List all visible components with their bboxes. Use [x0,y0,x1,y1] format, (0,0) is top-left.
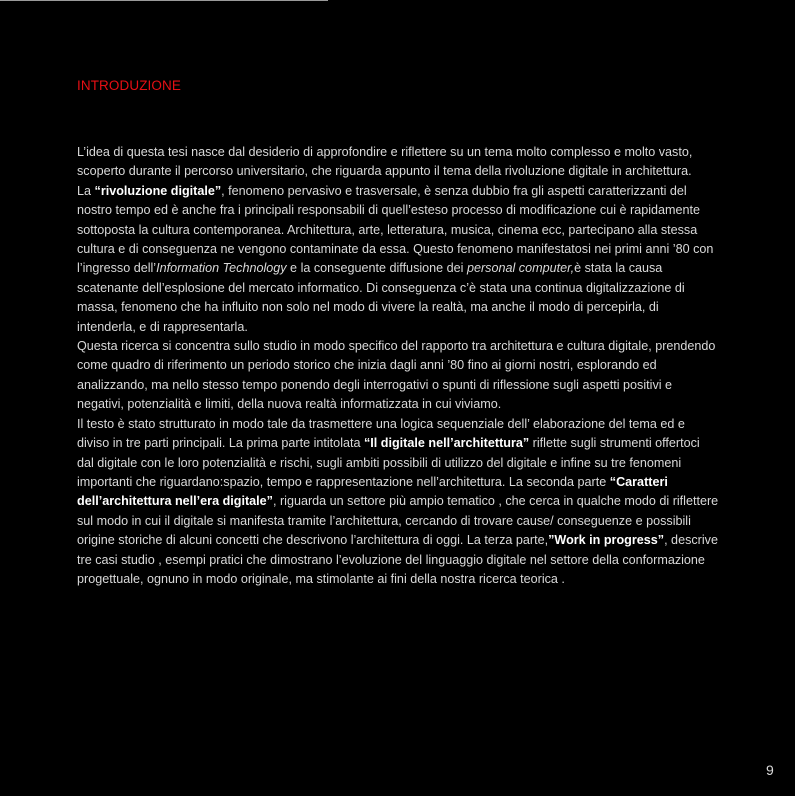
bold-title-part-two: “Caratteri dell’architettura nell’era digitale” [77,474,668,509]
paragraph-1: L’idea di questa tesi nasce dal desiderio di approfondire e riflettere su un tema molto complesso e molto vasto, scoperto durante il percorso universitario, che riguarda appunto il tema della rivoluzione digitale in architettura. [77,145,693,179]
text-run: Il testo è stato strutturato in modo tale da trasmettere una logica sequenziale dell’ elaborazione del tema ed e diviso in tre parti principali. La prima parte intitolata [77,416,685,451]
text-run: , descrive tre casi studio , esempi pratici che dimostrano l’evoluzione del linguaggio digitale nel settore della conformazione progettuale, ognuno in modo originale, ma stimolante ai fini della nostra ricerca teorica . [77,533,718,586]
italic-term-information-technology: Information Technology [156,261,287,276]
paragraph-3: Questa ricerca si concentra sullo studio in modo specifico del rapporto tra architettura e cultura digitale, prendendo come quadro di riferimento un periodo storico che inizia dagli anni ’80 fino ai giorni nostri, esplorando ed analizzando, ma nello stesso tempo ponendo degli interrogativi o spunti di riflessione sugli aspetti positivi e negativi, potenzialità e limiti, della nuova realtà informatizzata in cui viviamo. [77,339,716,412]
text-run: , fenomeno pervasivo e trasversale, è senza dubbio fra gli aspetti caratterizzanti del nostro tempo ed è anche fra i principali responsabili di quell’esteso processo di modificazione cui è rapidamente sottoposta la cultura contemporanea. Architettura, arte, letteratura, musica, cinema ecc, partecipano alla stessa cultura e di conseguenza ne vengono contaminate da essa. Questo fenomeno manifestatosi nei primi anni ’80 con l’ingresso dell’ [77,183,714,276]
page-number: 9 [766,762,774,778]
bold-term-rivoluzione-digitale: “rivoluzione digitale” [94,183,222,198]
section-heading: INTRODUZIONE [77,78,181,93]
bold-title-part-one: “Il digitale nell’architettura” [364,436,530,451]
text-run: è stata la causa scatenante dell’esplosione del mercato informatico. Di conseguenza c’è stata una continua digitalizzazione di massa, fenomeno che ha influito non solo nel modo di vivere la realtà, ma anche il modo di percepirla, di intenderla, e di rappresentarla. [77,261,685,334]
body-text [77,143,719,589]
paragraph-4 [77,415,719,590]
text-run: , riguarda un settore più ampio tematico , che cerca in qualche modo di riflettere sul modo in cui il digitale si manifesta tramite l’architettura, cercando di trovare cause/ conseguenze e possibili origine storiche di alcuni concetti che descrivono l’architettura di oggi. La terza parte, [77,494,719,548]
text-run: La [77,183,95,198]
paragraph-2 [77,182,719,337]
top-rule [0,0,328,1]
text-run: riflette sugli strumenti offertoci dal digitale con le loro potenzialità e rischi, sugli ambiti possibili di utilizzo del digitale e infine su tre fenomeni importanti che riguardano:spazio, tempo e rappresentazione nell’architettura. La seconda parte [77,436,700,489]
text-run: e la conseguente diffusione dei [286,261,467,276]
bold-title-part-three: ”Work in progress” [548,533,665,548]
italic-term-personal-computer: personal computer, [466,261,575,276]
